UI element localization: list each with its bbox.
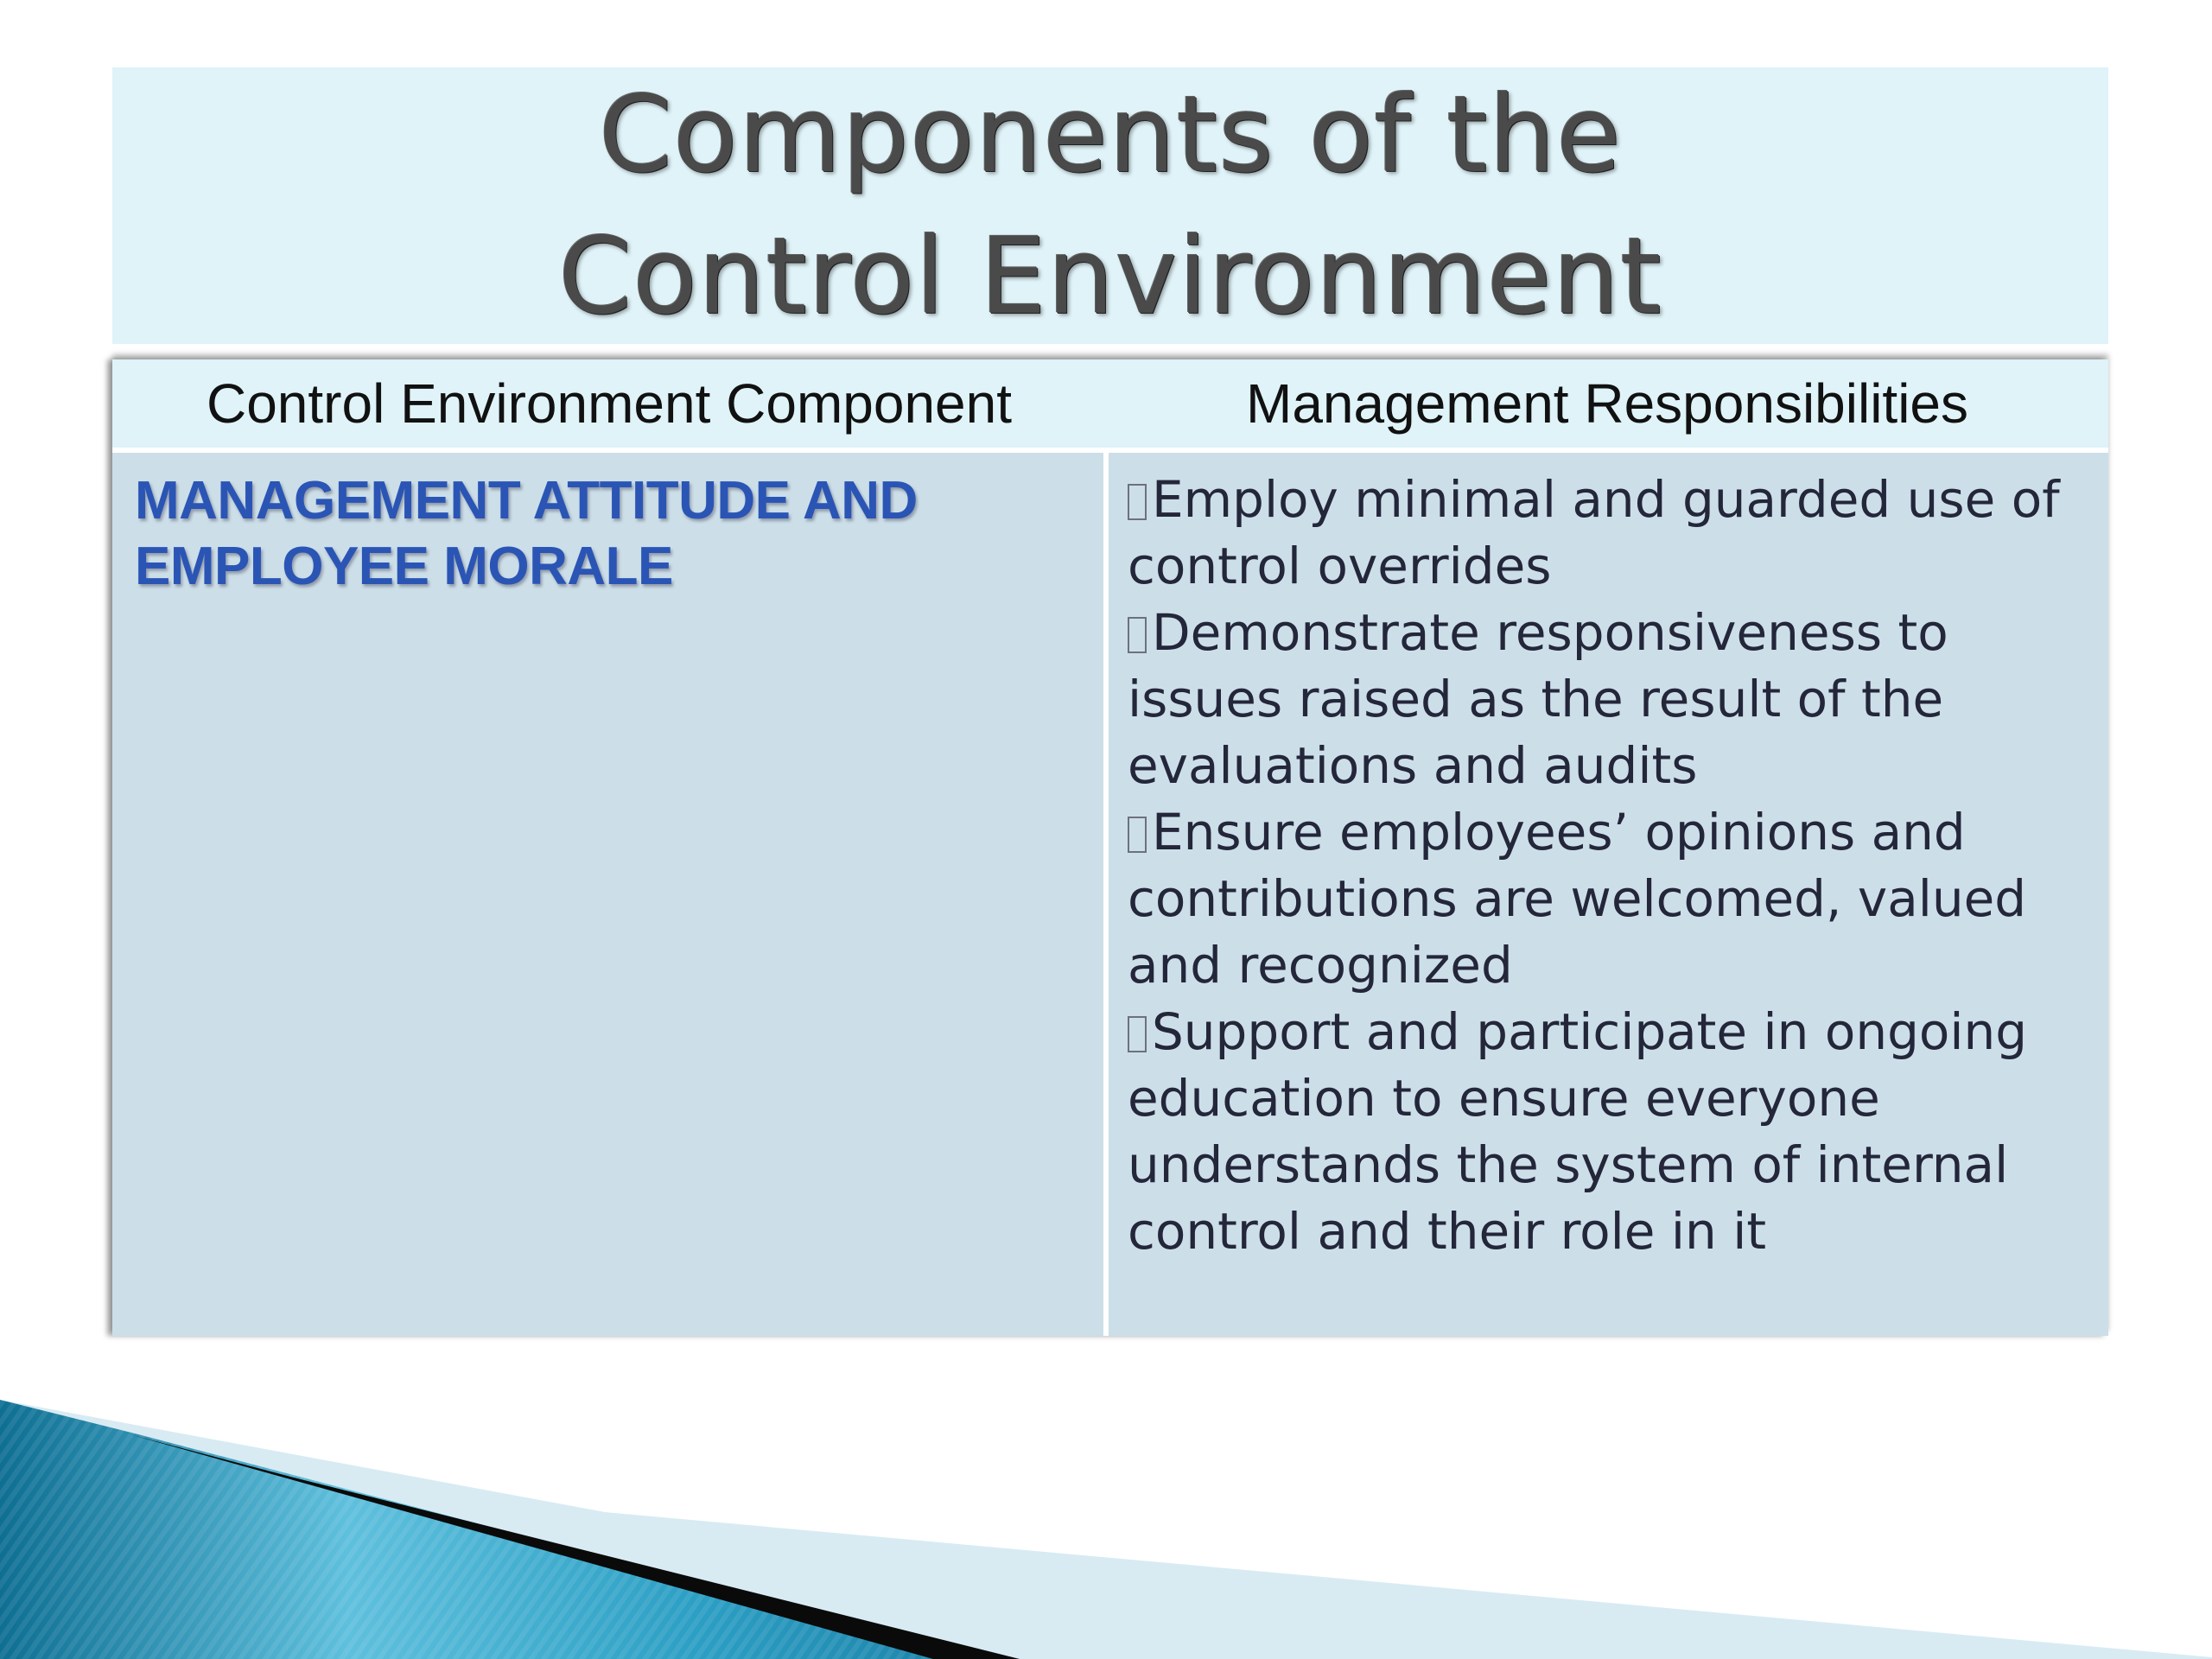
component-label-line-1: MANAGEMENT ATTITUDE AND — [135, 471, 918, 531]
missing-glyph-box-icon — [1128, 617, 1147, 653]
title-band — [112, 67, 2108, 344]
component-label-line-2: EMPLOYEE MORALE — [135, 537, 673, 596]
table-row — [112, 453, 2108, 1336]
header-management-responsibilities: Management Responsibilities — [1246, 372, 1968, 435]
decorative-swoosh — [0, 1382, 2212, 1659]
missing-glyph-box-icon — [1128, 1016, 1147, 1052]
responsibility-text: Ensure employees’ opinions and contributions are welcomed, valued and recognized — [1127, 803, 2027, 995]
list-item — [1128, 999, 2091, 1265]
list-item — [1128, 799, 2091, 999]
table-header-row — [112, 359, 2108, 448]
missing-glyph-box-icon — [1128, 484, 1147, 520]
responsibilities-cell — [1109, 453, 2108, 1336]
responsibilities-list — [1128, 467, 2091, 1265]
list-item — [1128, 600, 2091, 799]
slide-title-line-2: Control Environment — [558, 215, 1662, 338]
slide-title-line-1: Components of the — [598, 73, 1623, 196]
component-cell — [112, 453, 1103, 1336]
components-table — [112, 359, 2108, 1336]
list-item — [1128, 467, 2091, 600]
responsibility-text: Employ minimal and guarded use of control overrides — [1127, 470, 2060, 595]
responsibility-text: Demonstrate responsiveness to issues raised as the result of the evaluations and audits — [1127, 603, 1948, 795]
header-control-environment-component: Control Environment Component — [206, 372, 1013, 435]
missing-glyph-box-icon — [1128, 817, 1147, 853]
responsibility-text: Support and participate in ongoing education to ensure everyone understands the system of internal control and their role in it — [1127, 1002, 2028, 1261]
